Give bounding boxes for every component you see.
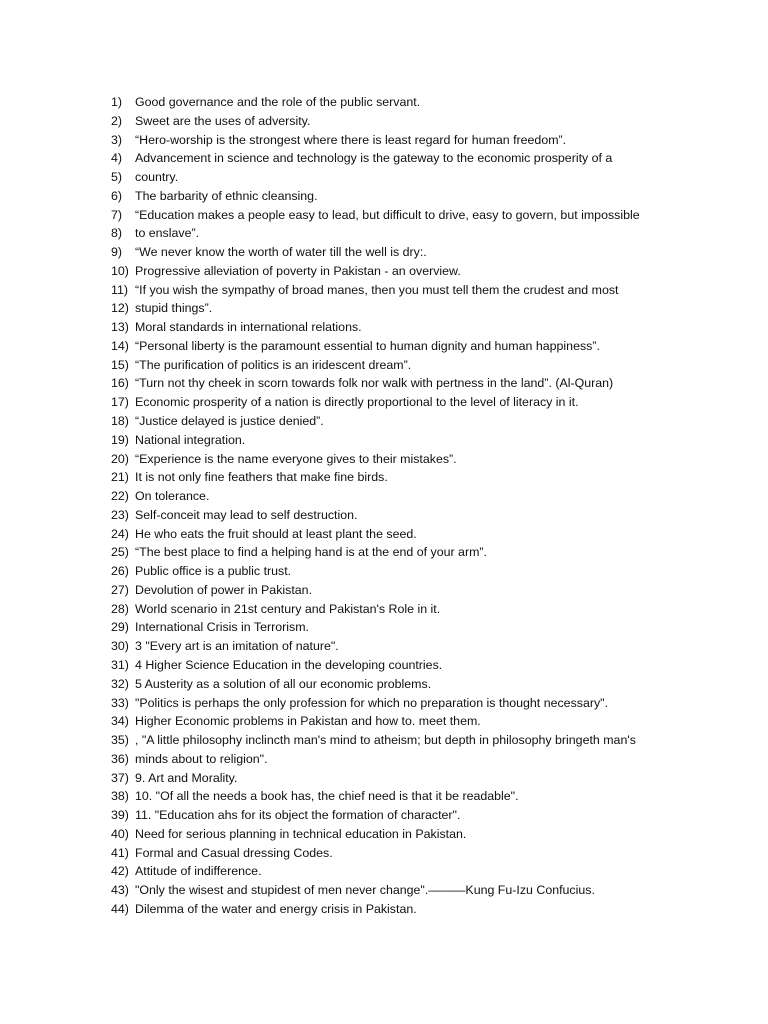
list-item — [111, 637, 751, 656]
list-item-text: Need for serious planning in technical education in Pakistan. — [135, 826, 467, 841]
list-item-text: Attitude of indifference. — [135, 864, 262, 879]
list-item — [111, 337, 751, 356]
list-item — [111, 112, 751, 131]
list-item-number: 21) — [111, 470, 129, 485]
list-item — [111, 412, 751, 431]
list-item-number: 30) — [111, 639, 129, 654]
list-item — [111, 750, 751, 769]
list-item-text: Public office is a public trust. — [135, 564, 292, 579]
list-item-number: 32) — [111, 676, 129, 691]
list-item-number: 22) — [111, 489, 129, 504]
list-item — [111, 450, 751, 469]
list-item — [111, 844, 751, 863]
list-item-text: Good governance and the role of the public servant. — [135, 95, 421, 109]
list-item-number: 29) — [111, 620, 129, 635]
list-item-text: to enslave”. — [135, 226, 200, 241]
list-item — [111, 862, 751, 881]
list-item — [111, 262, 751, 281]
list-item — [111, 787, 751, 806]
list-item — [111, 562, 751, 581]
list-item — [111, 881, 751, 900]
list-item-number: 40) — [111, 826, 129, 841]
list-item-text: Formal and Casual dressing Codes. — [135, 845, 333, 860]
list-item-text: “Personal liberty is the paramount essential to human dignity and human happiness”. — [135, 338, 600, 353]
list-item — [111, 149, 751, 168]
list-item-text: The barbarity of ethnic cleansing. — [135, 188, 318, 203]
list-item-number: 17) — [111, 395, 129, 410]
list-item — [111, 525, 751, 544]
list-item-number: 43) — [111, 883, 129, 898]
list-item-number: 42) — [111, 864, 129, 879]
list-item — [111, 487, 751, 506]
list-item — [111, 281, 751, 300]
list-item — [111, 393, 751, 412]
list-item-number: 9) — [111, 245, 123, 260]
list-item-text: “The best place to find a helping hand is at the end of your arm”. — [135, 545, 487, 560]
list-item-number: 16) — [111, 376, 129, 391]
list-item — [111, 224, 751, 243]
list-item-number: 4) — [111, 151, 123, 166]
list-item-number: 18) — [111, 414, 129, 429]
list-item-number: 20) — [111, 451, 129, 466]
list-item — [111, 581, 751, 600]
list-item-number: 14) — [111, 338, 129, 353]
list-item — [111, 93, 751, 112]
list-item-number: 11) — [111, 282, 128, 297]
list-item-text: World scenario in 21st century and Pakistan's Role in it. — [135, 601, 441, 616]
list-item — [111, 506, 751, 525]
list-item-text: Economic prosperity of a nation is directly proportional to the level of literacy in it. — [135, 395, 579, 410]
list-item-text: It is not only fine feathers that make fine birds. — [135, 470, 388, 485]
list-item-text: Self-conceit may lead to self destruction. — [135, 507, 358, 522]
list-item — [111, 206, 751, 225]
list-item-text: International Crisis in Terrorism. — [135, 620, 309, 635]
list-item-number: 38) — [111, 789, 129, 804]
list-item — [111, 806, 751, 825]
list-item — [111, 600, 751, 619]
list-item-number: 2) — [111, 113, 123, 128]
list-item — [111, 900, 751, 919]
list-item — [111, 468, 751, 487]
list-item-number: 13) — [111, 320, 129, 335]
list-item — [111, 825, 751, 844]
list-item — [111, 168, 751, 187]
list-item-text: “Experience is the name everyone gives to their mistakes”. — [135, 451, 457, 466]
list-item — [111, 731, 751, 750]
list-item — [111, 318, 751, 337]
list-item — [111, 694, 751, 713]
list-item-text: , "A little philosophy inclincth man's mind to atheism; but depth in philosophy bringeth man's — [135, 733, 636, 748]
list-item — [111, 374, 751, 393]
list-item-text: On tolerance. — [135, 489, 210, 504]
list-item-number: 37) — [111, 770, 129, 785]
list-item-text: 9. Art and Morality. — [135, 770, 238, 785]
list-item-number: 34) — [111, 714, 129, 729]
list-item-text: 4 Higher Science Education in the developing countries. — [135, 657, 443, 672]
list-item-text: National integration. — [135, 432, 246, 447]
list-item-number: 5) — [111, 170, 123, 185]
list-item-number: 25) — [111, 545, 129, 560]
list-item-text: Dilemma of the water and energy crisis in Pakistan. — [135, 901, 417, 916]
list-item-number: 6) — [111, 188, 123, 203]
list-item-number: 3) — [111, 132, 123, 147]
list-item — [111, 131, 751, 150]
list-item-number: 10) — [111, 263, 129, 278]
list-item-number: 26) — [111, 564, 129, 579]
list-item-text: "Politics is perhaps the only profession for which no preparation is thought necessary". — [135, 695, 609, 710]
list-item — [111, 299, 751, 318]
list-item-text: 3 "Every art is an imitation of nature". — [135, 639, 339, 654]
list-item-number: 31) — [111, 657, 129, 672]
list-item-text: country. — [135, 170, 179, 185]
list-item — [111, 356, 751, 375]
list-item-text: “If you wish the sympathy of broad manes, then you must tell them the crudest and most — [135, 282, 619, 297]
list-item-number: 19) — [111, 432, 129, 447]
list-item-number: 23) — [111, 507, 129, 522]
list-item-text: 11. "Education ahs for its object the formation of character". — [135, 808, 461, 823]
list-item-number: 33) — [111, 695, 129, 710]
list-item — [111, 712, 751, 731]
list-item-text: 5 Austerity as a solution of all our economic problems. — [135, 676, 432, 691]
list-item-number: 24) — [111, 526, 129, 541]
list-item — [111, 187, 751, 206]
list-item-text: He who eats the fruit should at least plant the seed. — [135, 526, 417, 541]
list-item — [111, 543, 751, 562]
list-item-number: 27) — [111, 582, 129, 597]
list-item-number: 35) — [111, 733, 129, 748]
list-item-number: 36) — [111, 751, 129, 766]
list-item-number: 12) — [111, 301, 129, 316]
list-item-text: 10. "Of all the needs a book has, the chief need is that it be readable". — [135, 789, 519, 804]
list-item-text: Advancement in science and technology is the gateway to the economic prosperity of a — [135, 151, 613, 166]
list-item-text: “Justice delayed is justice denied”. — [135, 414, 324, 429]
list-item-number: 8) — [111, 226, 123, 241]
essay-topic-list — [111, 93, 751, 919]
list-item — [111, 618, 751, 637]
list-item-number: 41) — [111, 845, 129, 860]
list-item — [111, 431, 751, 450]
list-item-text: Sweet are the uses of adversity. — [135, 113, 311, 128]
list-item — [111, 675, 751, 694]
list-item — [111, 656, 751, 675]
list-item-text: “We never know the worth of water till the well is dry:. — [135, 245, 427, 260]
list-item-text: stupid things”. — [135, 301, 213, 316]
list-item-number: 15) — [111, 357, 129, 372]
list-item-number: 44) — [111, 901, 129, 916]
list-item-text: Devolution of power in Pakistan. — [135, 582, 313, 597]
list-item-text: Higher Economic problems in Pakistan and how to. meet them. — [135, 714, 481, 729]
list-item-number: 7) — [111, 207, 123, 222]
list-item-text: “Education makes a people easy to lead, but difficult to drive, easy to govern, but impossible — [135, 207, 640, 222]
list-item — [111, 769, 751, 788]
list-item — [111, 243, 751, 262]
list-item-text: Progressive alleviation of poverty in Pakistan - an overview. — [135, 263, 461, 278]
list-item-number: 39) — [111, 808, 129, 823]
list-item-number: 28) — [111, 601, 129, 616]
list-item-text: Moral standards in international relations. — [135, 320, 362, 335]
list-item-number: 1) — [111, 95, 123, 109]
list-item-text: “Turn not thy cheek in scorn towards folk nor walk with pertness in the land”. (Al-Quran) — [135, 376, 614, 391]
list-item-text: “The purification of politics is an iridescent dream”. — [135, 357, 412, 372]
list-item-text: "Only the wisest and stupidest of men never change".———Kung Fu-Izu Confucius. — [135, 883, 595, 898]
list-item-text: minds about to religion". — [135, 751, 268, 766]
list-item-text: “Hero-worship is the strongest where there is least regard for human freedom”. — [135, 132, 567, 147]
